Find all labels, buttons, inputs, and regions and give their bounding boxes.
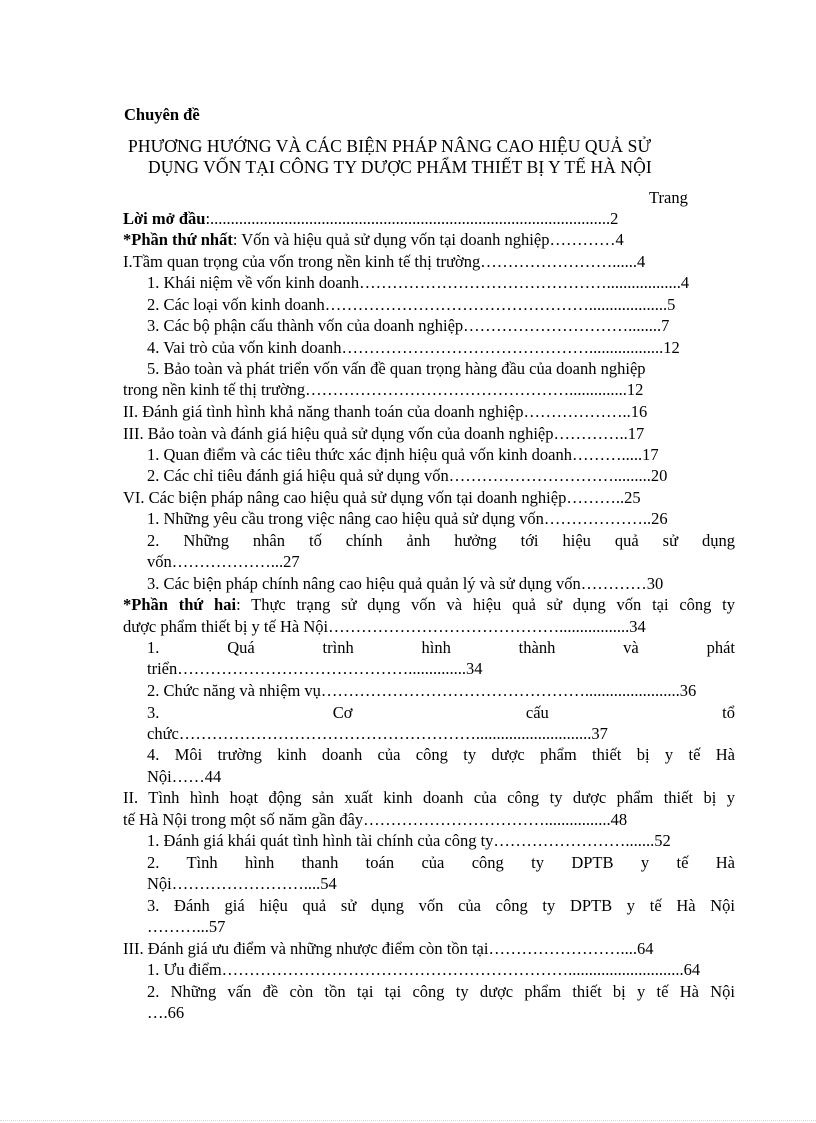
toc-entry-continuation: trong nền kinh tế thị trường…………………………………………..............12 — [123, 380, 644, 399]
toc-entry-subsection: 2. Các chỉ tiêu đánh giá hiệu quả sử dụng vốn………………………….........20 — [147, 466, 668, 485]
toc-entry-section: II. Đánh giá tình hình khả năng thanh toán của doanh nghiệp………………..16 — [123, 402, 648, 421]
toc-entry-subsection: 3. Các biện pháp chính nâng cao hiệu quả quản lý và sử dụng vốn…………30 — [147, 574, 664, 593]
toc-entry-subsection: 2. Các loại vốn kinh doanh…………………………………………...................5 — [147, 295, 676, 314]
toc-entry-continuation: vốn………………...27 — [147, 552, 300, 571]
toc-entry-subsection: 2. Chức năng và nhiệm vụ………………………………………….......................36 — [147, 681, 697, 700]
page-column-header: Trang — [649, 188, 688, 207]
page-bottom-divider — [0, 1120, 816, 1121]
toc-entry-section: I.Tầm quan trọng của vốn trong nền kinh tế thị trường……………………......4 — [123, 252, 646, 271]
toc-entry-subsection: 4. Vai trò của vốn kinh doanh………………………………………..................12 — [147, 338, 680, 357]
document-title-line-2: DỤNG VỐN TẠI CÔNG TY DƯỢC PHẨM THIẾT BỊ Y TẾ HÀ NỘI — [148, 157, 652, 177]
toc-entry-continuation: dược phẩm thiết bị y tế Hà Nội…………………………………….................34 — [123, 617, 646, 636]
toc-entry-part-1: *Phần thứ nhất: Vốn và hiệu quả sử dụng vốn tại doanh nghiệp…………4 — [123, 230, 624, 249]
toc-entry-subsection: 1. Ưu điểm………………………………………………………............................64 — [147, 960, 701, 979]
toc-entry-subsection: 4. Môi trường kinh doanh của công ty dược phẩm thiết bị y tế Hà — [147, 745, 735, 764]
toc-entry-subsection: 1. Đánh giá khái quát tình hình tài chính của công ty…………………….......52 — [147, 831, 671, 850]
toc-entry-continuation: triển……………………………………..............34 — [147, 659, 483, 678]
toc-entry-continuation: Nội……44 — [147, 767, 222, 786]
toc-entry-subsection: 1. Khái niệm về vốn kinh doanh………………………………………..................4 — [147, 273, 690, 292]
toc-entry-subsection: 3. Đánh giá hiệu quả sử dụng vốn của công ty DPTB y tế Hà Nội — [147, 896, 735, 915]
toc-entry-section: III. Đánh giá ưu điểm và những nhược điểm còn tồn tại……………………....64 — [123, 939, 654, 958]
toc-entry-section: VI. Các biện pháp nâng cao hiệu quả sử dụng vốn tại doanh nghiệp………..25 — [123, 488, 641, 507]
toc-entry-continuation: ………...57 — [147, 917, 226, 936]
toc-entry-part-2: *Phần thứ hai: Thực trạng sử dụng vốn và hiệu quả sử dụng vốn tại công ty — [123, 595, 736, 614]
toc-entry-subsection: 2. Tình hình thanh toán của công ty DPTB y tế Hà — [147, 853, 735, 872]
toc-entry-subsection: 1. Quá trình hình thành và phát — [147, 638, 735, 657]
toc-entry-subsection: 2. Những vấn đề còn tồn tại tại công ty dược phẩm thiết bị y tế Hà Nội — [147, 982, 735, 1001]
toc-entry-subsection: 5. Bảo toàn và phát triển vốn vấn đề quan trọng hàng đầu của doanh nghiệp — [147, 359, 646, 378]
toc-entry-continuation: tế Hà Nội trong một số năm gần đây……………………………................48 — [123, 810, 628, 829]
document-title-line-1: PHƯƠNG HƯỚNG VÀ CÁC BIỆN PHÁP NÂNG CAO HIỆU QUẢ SỬ — [128, 136, 652, 156]
toc-entry-continuation: chức………………………………………………............................37 — [147, 724, 608, 743]
toc-entry-intro: Lời mở đầu:.................................................................................................2 — [123, 209, 619, 228]
toc-entry-subsection: 2. Những nhân tố chính ảnh hưởng tới hiệu quả sử dụng — [147, 531, 735, 550]
toc-entry-continuation: Nội……………………....54 — [147, 874, 337, 893]
toc-entry-section: III. Bảo toàn và đánh giá hiệu quả sử dụng vốn của doanh nghiệp…………..17 — [123, 424, 645, 443]
toc-entry-subsection: 3. Cơ cấu tổ — [147, 703, 735, 722]
toc-entry-subsection: 3. Các bộ phận cấu thành vốn của doanh nghiệp…………………………........7 — [147, 316, 670, 335]
toc-entry-subsection: 1. Những yêu cầu trong việc nâng cao hiệu quả sử dụng vốn………………..26 — [147, 509, 668, 528]
toc-entry-subsection: 1. Quan điểm và các tiêu thức xác định hiệu quả vốn kinh doanh……….....17 — [147, 445, 659, 464]
toc-entry-section: II. Tình hình hoạt động sản xuất kinh doanh của công ty dược phẩm thiết bị y — [123, 788, 735, 807]
toc-entry-continuation: ….66 — [147, 1003, 185, 1022]
document-label: Chuyên đề — [124, 105, 200, 124]
